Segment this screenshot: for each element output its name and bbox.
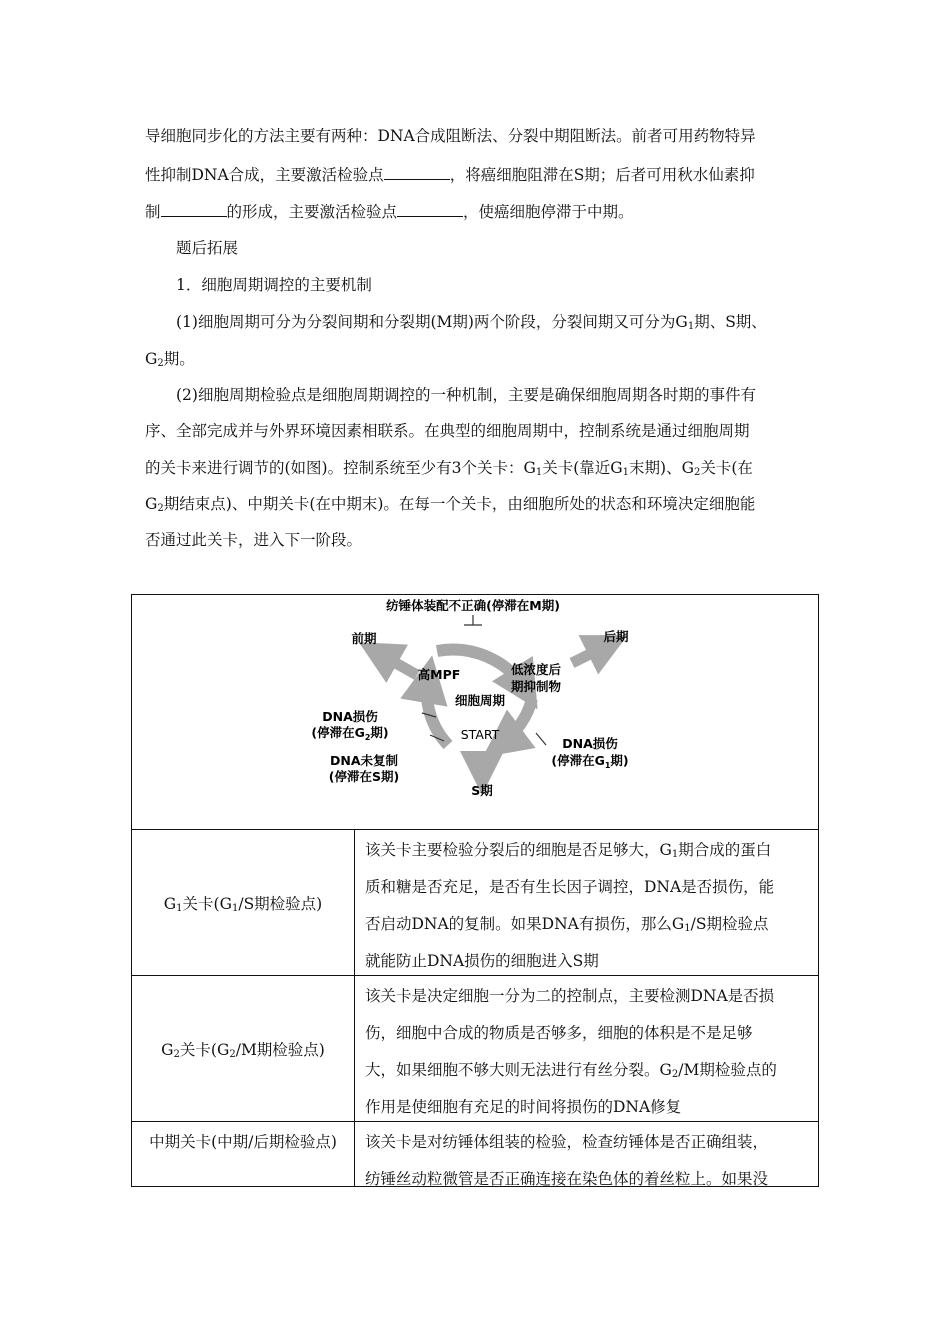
label-dna-unreplicated: DNA未复制 <box>329 753 399 768</box>
row-metaphase-text: 该关卡是对纺锤体组装的检验，检查纺锤体是否正确组装， 纺锤丝动粒微管是否正确连接在染色体的着丝粒上。如果没 <box>354 1121 819 1187</box>
paragraph-line-1: 导细胞同步化的方法主要有两种：DNA合成阻断法、分裂中期阻断法。前者可用药物特异 <box>145 127 756 145</box>
label-s-phase: S期 <box>471 783 493 798</box>
paragraph-2-line-2: 序、全部完成并与外界环境因素相联系。在典型的细胞周期中，控制系统是通过细胞周期 <box>145 422 750 440</box>
paragraph-1-line-1: (1)细胞周期可分为分裂间期和分裂期(M期)两个阶段，分裂间期又可分为$G_1$期、S期、 <box>176 313 767 332</box>
paragraph-line-3: 制 的形成，主要激活检验点 ，使癌细胞停滞于中期。 <box>145 203 634 221</box>
paragraph-line-2: 性抑制DNA合成，主要激活检验点 ，将癌细胞阻滞在S期；后者可用秋水仙素抑 <box>145 166 755 184</box>
paragraph-1-line-2: $G_2$期。 <box>145 350 195 369</box>
paragraph-2-line-1: (2)细胞周期检验点是细胞周期调控的一种机制，主要是确保细胞周期各时期的事件有 <box>176 386 756 404</box>
label-dna-damage-g2: DNA损伤 <box>322 709 378 724</box>
diagram-cell <box>131 594 819 830</box>
label-high-mpf: 高MPF <box>417 667 461 682</box>
answer-blank-3[interactable] <box>397 202 463 217</box>
label-arrest-g1: (停滞在$G_1$期) <box>551 753 629 770</box>
label-arrest-g2: (停滞在$G_2$期) <box>311 725 389 742</box>
label-low-conc-2: 期抑制物 <box>510 679 562 694</box>
paragraph-2-line-4: $G_2$期结束点)、中期关卡(在中期末)。在每一个关卡，由细胞所处的状态和环境决定细胞能 <box>145 495 756 514</box>
row-g2-label: $G_2$关卡($G_2/M$期检验点) <box>131 975 355 1122</box>
label-cell-cycle: 细胞周期 <box>454 693 506 708</box>
heading-extension: 题后拓展 <box>176 239 239 257</box>
label-prophase: 前期 <box>351 631 377 646</box>
paragraph-2-line-3: 的关卡来进行调节的(如图)。控制系统至少有3个关卡：$G_1$关卡(靠近$G_1$末期)、$G_2$关卡(在 <box>145 459 753 478</box>
row-g1-text: 该关卡主要检验分裂后的细胞是否足够大，$G_1$期合成的蛋白 质和糖是否充足，是否有生长因子调控，DNA是否损伤，能 否启动DNA的复制。如果DNA有损伤，那么$G_1/S$期检验点 就能防止DNA损伤的细胞进入S期 <box>354 829 819 976</box>
heading-mechanism: 1．细胞周期调控的主要机制 <box>176 276 372 294</box>
label-dna-damage-g1: DNA损伤 <box>562 736 618 751</box>
paragraph-2-line-5: 否通过此关卡，进入下一阶段。 <box>145 531 363 549</box>
label-arrest-s: (停滞在S期) <box>328 769 400 784</box>
checkpoint-table <box>131 594 819 1187</box>
label-low-conc-1: 低浓度后 <box>510 662 562 677</box>
label-top: 纺锤体装配不正确(停滞在M期) <box>386 598 560 613</box>
label-anaphase: 后期 <box>603 629 629 644</box>
row-g2-text: 该关卡是决定细胞一分为二的控制点，主要检测DNA是否损 伤，细胞中合成的物质是否够多，细胞的体积是不是足够 大，如果细胞不够大则无法进行有丝分裂。$G_2/M$期检验点的 作用是使细胞有充足的时间将损伤的DNA修复 <box>354 975 819 1122</box>
row-metaphase-label: 中期关卡(中期/后期检验点) <box>131 1121 355 1187</box>
cell-cycle-diagram <box>132 595 818 829</box>
answer-blank-2[interactable] <box>161 202 227 217</box>
arrow-to-prophase <box>378 653 417 675</box>
cycle-arrow-right <box>502 699 532 743</box>
label-start: START <box>460 727 500 742</box>
answer-blank-1[interactable] <box>384 165 450 180</box>
row-g1-label: $G_1$关卡($G_1/S$期检验点) <box>131 829 355 976</box>
arrow-to-anaphase <box>572 645 608 663</box>
